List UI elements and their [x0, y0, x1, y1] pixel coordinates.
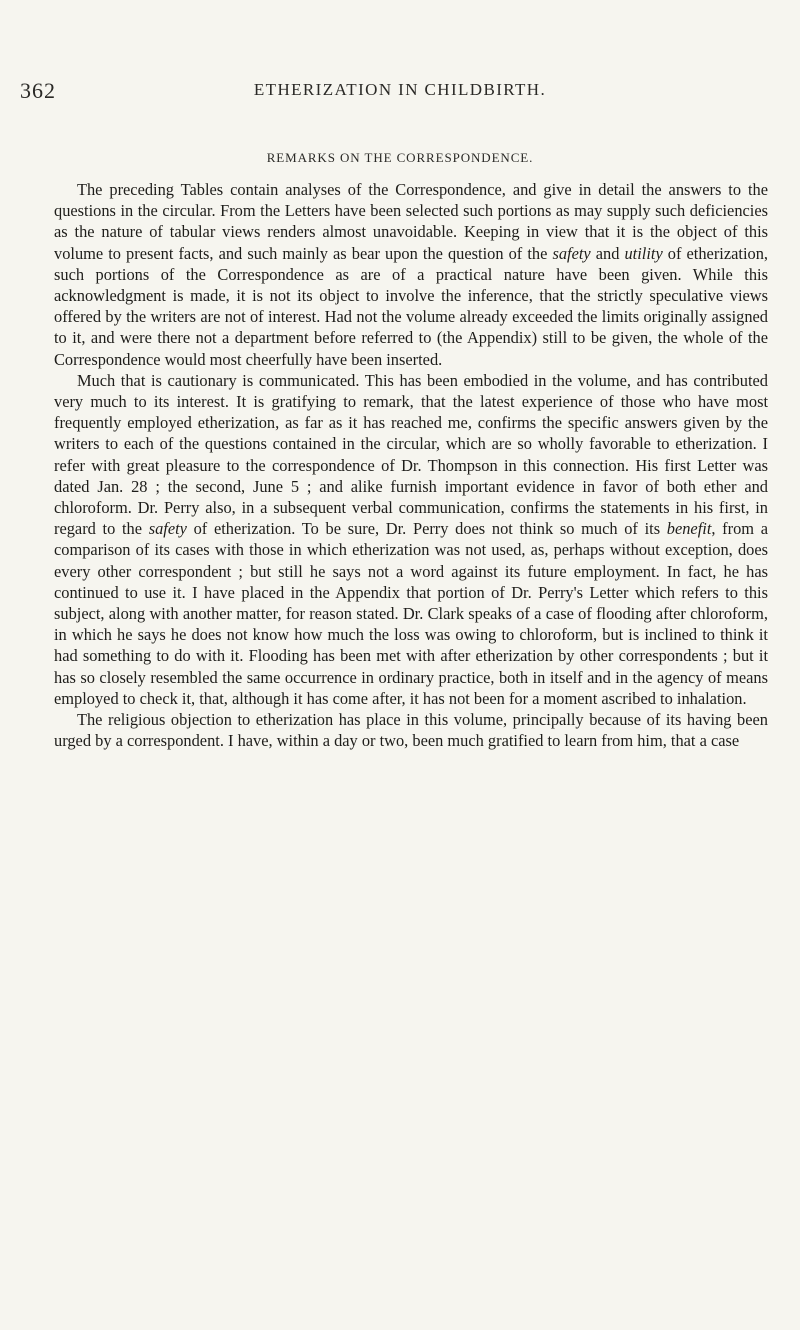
text-run: The religious objection to etherization has place in this volume, principally because of its having been urged by a correspondent. I have, within a day or two, been much gratified to learn from him, that a case [54, 710, 768, 751]
page-number: 362 [20, 78, 56, 103]
emphasis: utility [624, 243, 663, 263]
running-title: ETHERIZATION IN CHILDBIRTH. [253, 80, 547, 99]
emphasis: safety [148, 519, 187, 539]
paragraph [54, 709, 768, 751]
text-run: Much that is cautionary is communicated. This has been embodied in the volume, and has contributed very much to its interest. It is gratifying to remark, that the latest experience of those who have most frequently employed etherization, as far as it has reached me, confirms the specific answers given by the writers to each of the questions contained in the circular, which are so wholly favorable to etherization. I refer with great pleasure to the correspondence of Dr. Thompson in this connection. His first Letter was dated Jan. 28 ; the second, June 5 ; and alike furnish important evidence in favor of both ether and chloroform. Dr. Perry also, in a subsequent verbal communication, confirms the statements in his first, in regard to the [54, 370, 768, 539]
text-run: of etherization. To be sure, Dr. Perry does not think so much of its [186, 519, 667, 539]
text-run: of etherization, such portions of the Correspondence as are of a practical nature have been given. While this acknowledgment is made, it is not its object to involve the inference, that the strictly speculative views offered by the writers are not of interest. Had not the volume already exceeded the limits originally assigned to it, and were there not a department before referred to (the Appendix) still to be given, the whole of the Correspondence would most cheerfully have been inserted. [54, 243, 768, 369]
emphasis: safety [552, 243, 591, 263]
paragraph [54, 179, 768, 370]
emphasis: benefit [666, 519, 712, 539]
paragraph [54, 370, 768, 709]
running-head [0, 78, 800, 102]
text-run: , from a comparison of its cases with those in which etherization was not used, as, perhaps without exception, does every other correspondent ; but still he says not a word against its future employment. In fact, he has continued to use it. I have placed in the Appendix that portion of Dr. Perry's Letter which refers to this subject, along with another matter, for reason stated. Dr. Clark speaks of a case of flooding after chloroform, in which he says he does not know how much the loss was owing to chloroform, but is inclined to think it had something to do with it. Flooding has been met with after etherization by other correspondents ; but it has so closely resembled the same occurrence in ordinary practice, both in itself and in the agency of means employed to check it, that, although it has come after, it has not been for a moment ascribed to inhalation. [54, 519, 768, 708]
text-run: The preceding Tables contain analyses of the Correspondence, and give in detail the answers to the questions in the circular. From the Letters have been selected such portions as may supply such deficiencies as the nature of tabular views renders almost unavoidable. Keeping in view that it is the object of this volume to present facts, and such mainly as bear upon the question of the [54, 180, 768, 263]
section-heading: REMARKS ON THE CORRESPONDENCE. [266, 150, 534, 165]
body-text [54, 179, 768, 751]
text-run: and [590, 243, 625, 263]
